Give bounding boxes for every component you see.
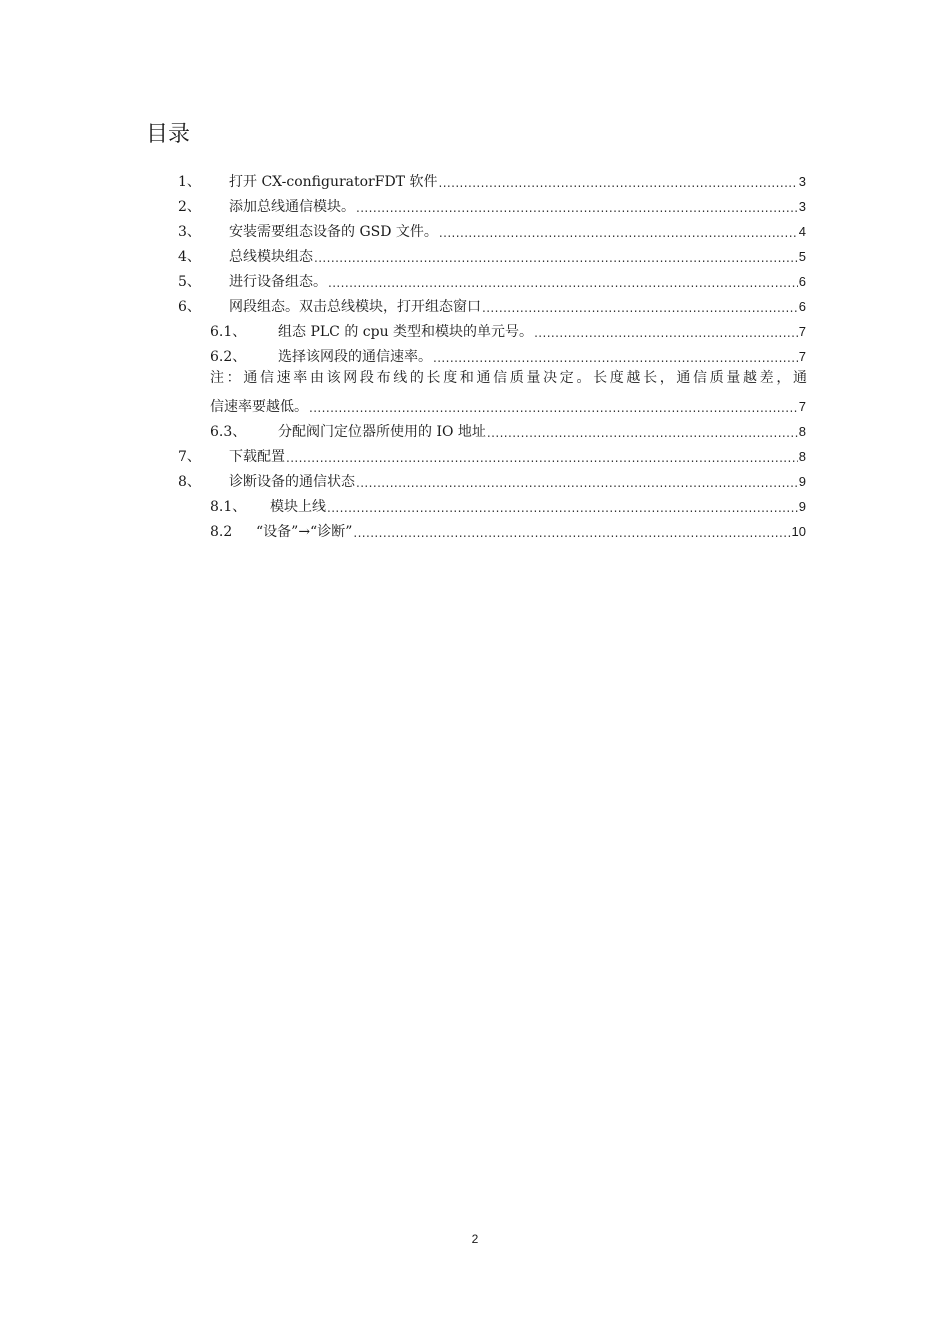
toc-entry-page: 7 (798, 324, 806, 339)
toc-entry-page: 6 (798, 299, 806, 314)
toc-dot-leader (327, 500, 798, 516)
toc-entry-page: 9 (798, 474, 806, 489)
toc-entry-title: 打开 CX-configuratorFDT 软件 (229, 174, 438, 190)
toc-entry[interactable] (178, 466, 806, 491)
toc-entry-page: 7 (798, 349, 806, 364)
toc-heading-text: 目录 (146, 122, 191, 147)
toc-note-line: 注：通信速率由该网段布线的长度和通信质量决定。长度越长，通信质量越差，通 (210, 370, 807, 386)
toc-entry[interactable] (178, 216, 806, 241)
toc-entry[interactable] (178, 266, 806, 291)
toc-entry-title: 模块上线 (270, 499, 326, 515)
toc-dot-leader (356, 200, 798, 216)
toc-dot-leader (286, 450, 798, 466)
toc-entry-title: 总线模块组态 (229, 249, 313, 265)
toc-entry[interactable] (210, 416, 806, 441)
toc-entry[interactable] (178, 241, 806, 266)
toc-entry-number: 7、 (178, 449, 201, 465)
toc-entry-title: 下载配置 (229, 449, 285, 465)
toc-entry-title: 添加总线通信模块。 (229, 199, 355, 215)
toc-entry-page: 3 (798, 174, 806, 189)
toc-entry-number: 6.3、 (210, 424, 247, 440)
toc-entry-page: 8 (798, 424, 806, 439)
toc-entry-number: 5、 (178, 274, 201, 290)
toc-entry-page: 4 (798, 224, 806, 239)
toc-dot-leader (314, 250, 798, 266)
toc-dot-leader (482, 300, 798, 316)
toc-entry[interactable] (210, 341, 806, 366)
toc-entry[interactable] (178, 166, 806, 191)
toc-entry-title: 进行设备组态。 (229, 274, 327, 290)
toc-dot-leader (433, 350, 798, 366)
toc-entry-title: 选择该网段的通信速率。 (278, 349, 432, 365)
toc-entry-page: 5 (798, 249, 806, 264)
toc-entry-page: 3 (798, 199, 806, 214)
toc-entry-number: 2、 (178, 199, 201, 215)
toc-entry[interactable] (210, 391, 806, 416)
toc-entry-title: 组态 PLC 的 cpu 类型和模块的单元号。 (278, 324, 534, 340)
toc-entry[interactable] (178, 291, 806, 316)
toc-entry[interactable] (178, 441, 806, 466)
footer-page-number: 2 (471, 1232, 479, 1246)
toc-dot-leader (439, 225, 798, 241)
toc-entry-page: 7 (798, 399, 806, 414)
toc-entry-number: 4、 (178, 249, 201, 265)
toc-entry-title: 分配阀门定位器所使用的 IO 地址 (278, 424, 486, 440)
toc-dot-leader (328, 275, 798, 291)
toc-entry-number: 6.1、 (210, 324, 247, 340)
toc-entry-number: 3、 (178, 224, 201, 240)
toc-entry-number: 8.2 (210, 524, 233, 540)
toc-entry-number: 6、 (178, 299, 201, 315)
toc-entry-number: 6.2、 (210, 349, 247, 365)
toc-entry-number: 8、 (178, 474, 201, 490)
toc-dot-leader (487, 425, 798, 441)
toc-entry-page: 9 (798, 499, 806, 514)
toc-dot-leader (438, 175, 797, 191)
toc-dot-leader (353, 525, 790, 541)
toc-entry-title: 安装需要组态设备的 GSD 文件。 (229, 224, 438, 240)
toc-entry[interactable] (210, 316, 806, 341)
toc-entry-title: 网段组态。双击总线模块，打开组态窗口 (229, 299, 481, 315)
toc-dot-leader (309, 400, 798, 416)
toc-heading (146, 120, 190, 150)
toc-entry-page: 6 (798, 274, 806, 289)
toc-entry[interactable] (178, 191, 806, 216)
toc-dot-leader (356, 475, 798, 491)
toc-entry-number: 8.1、 (210, 499, 247, 515)
toc-entry-title: “设备”→“诊断” (256, 524, 353, 540)
toc-entry-title: 诊断设备的通信状态 (229, 474, 355, 490)
toc-entry[interactable] (210, 516, 806, 541)
toc-entry-page: 10 (791, 524, 806, 539)
toc-entry[interactable] (210, 491, 806, 516)
toc-entry-number: 1、 (178, 174, 201, 190)
toc-dot-leader (534, 325, 798, 341)
toc-entry-title: 信速率要越低。 (210, 399, 308, 415)
toc-entry-page: 8 (798, 449, 806, 464)
